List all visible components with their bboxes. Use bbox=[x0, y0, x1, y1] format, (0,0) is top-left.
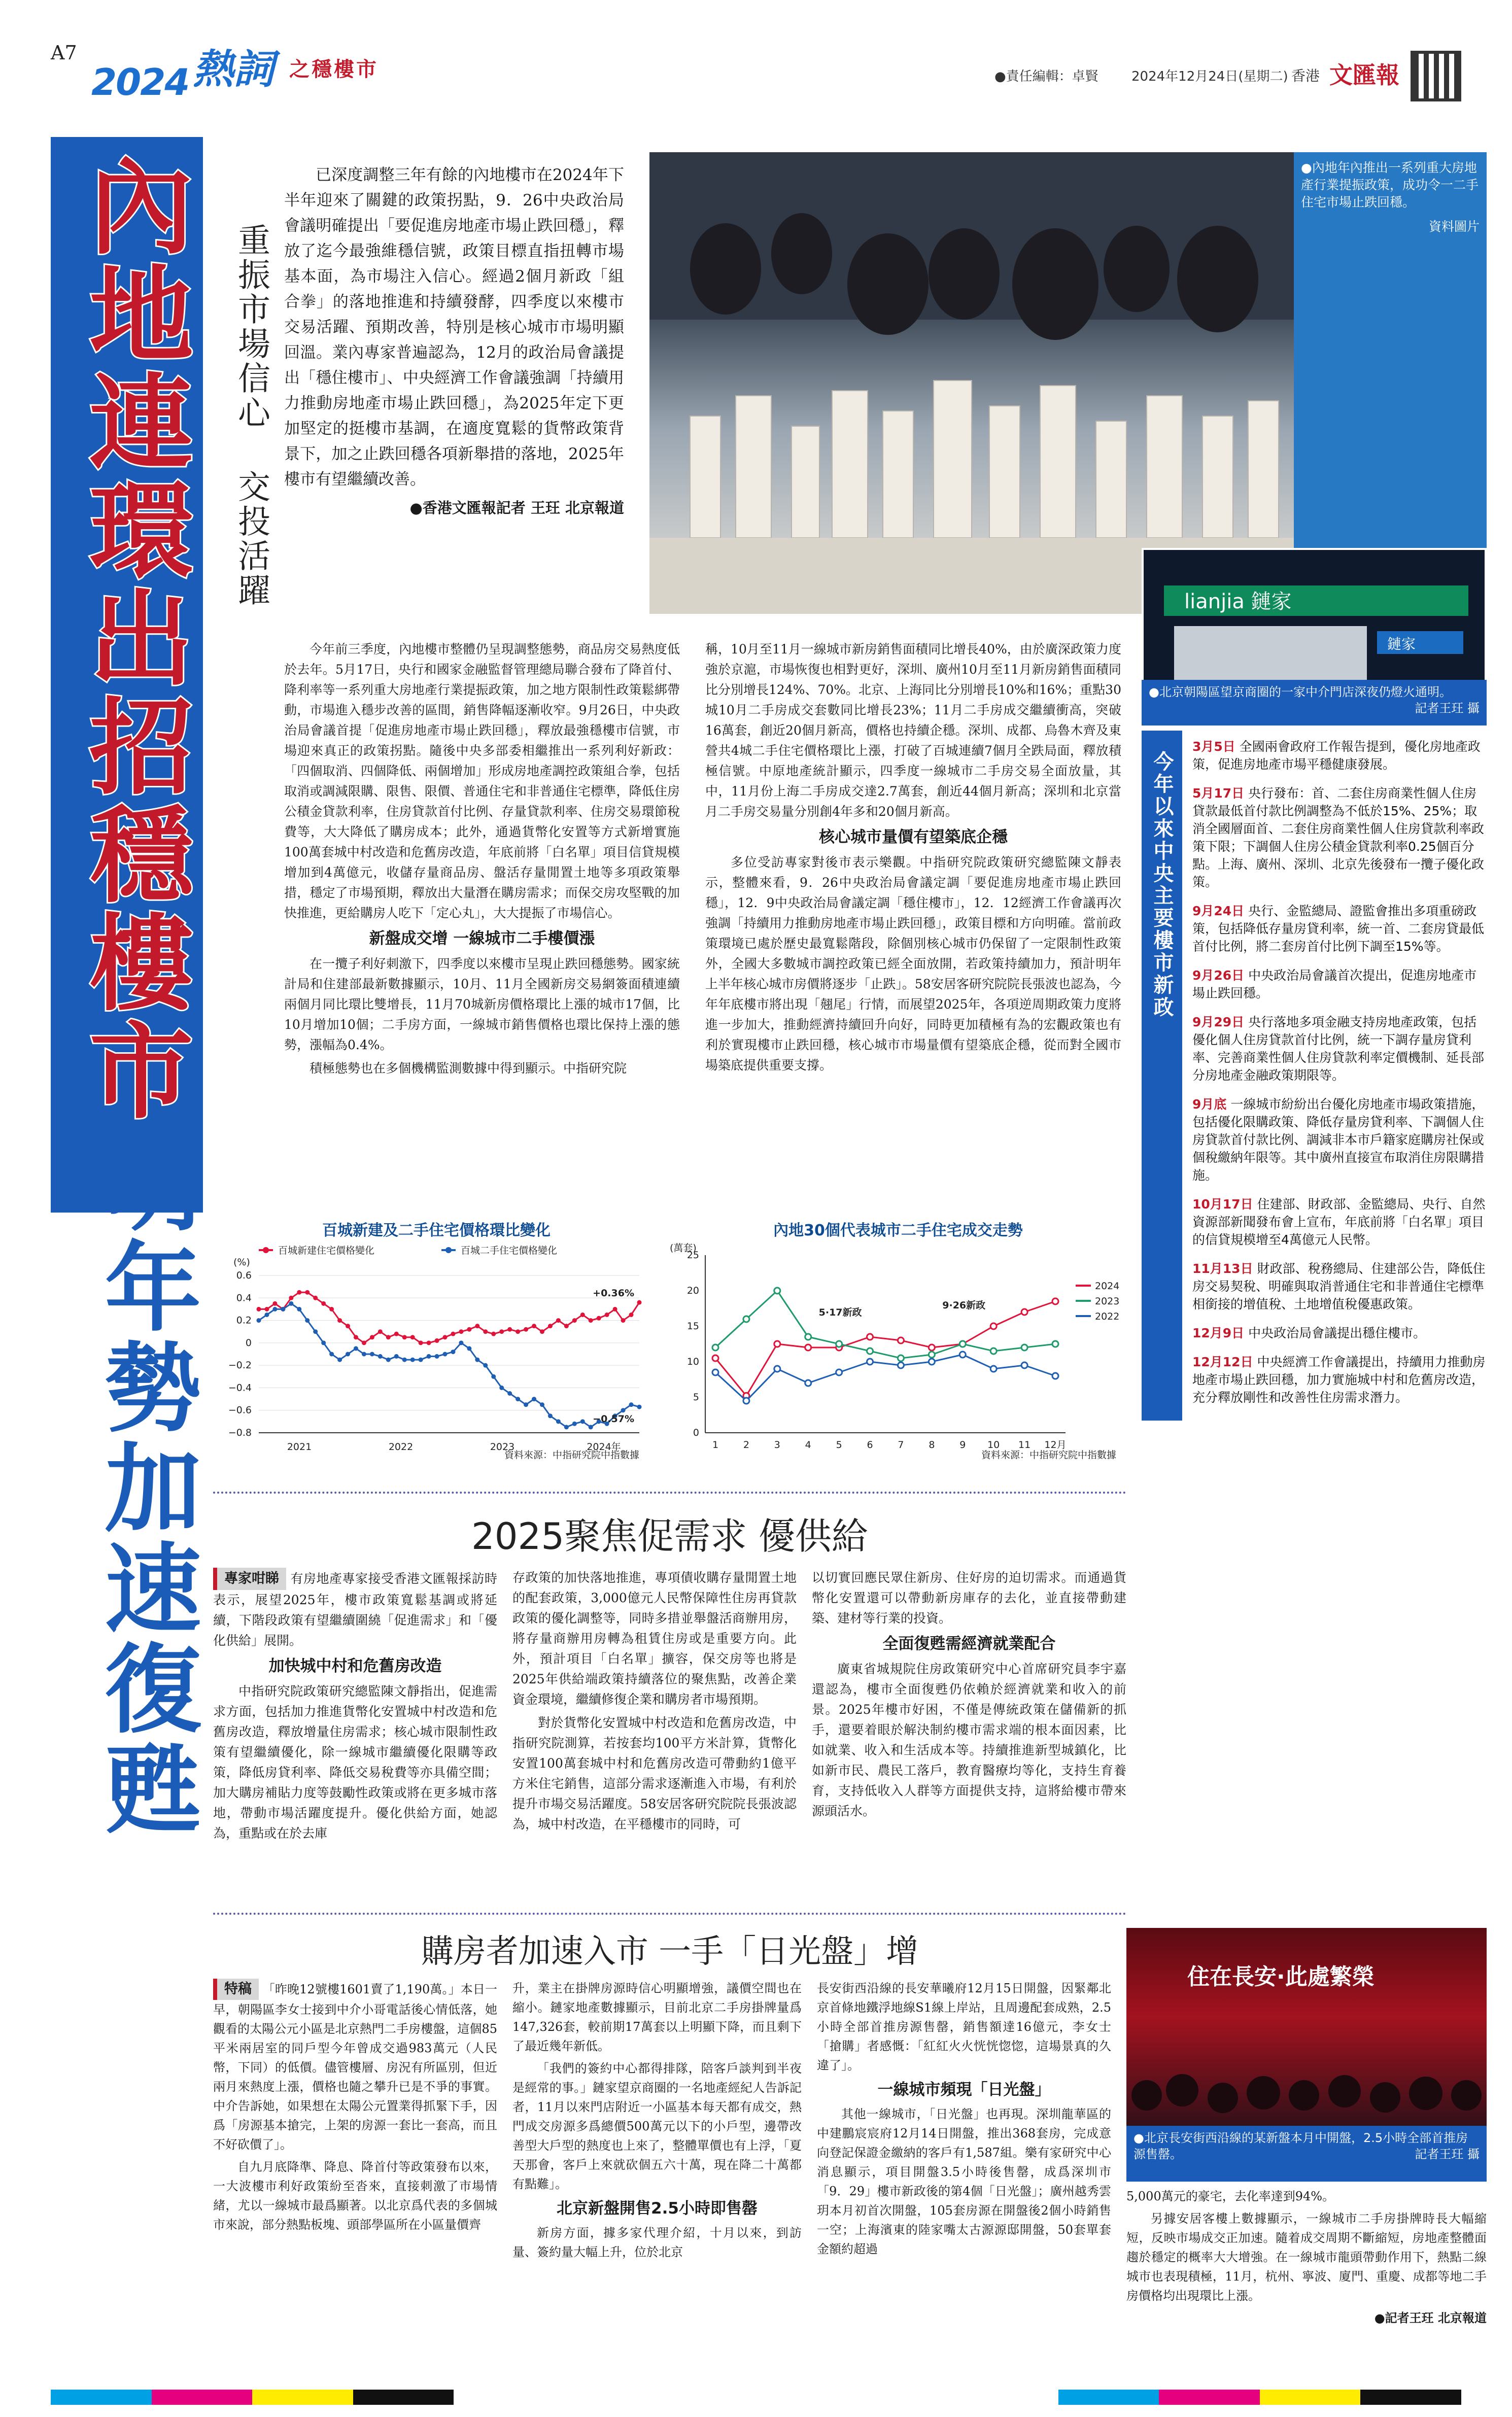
chart1-point bbox=[443, 1352, 448, 1357]
section3-photo-caption-text: ●北京長安街西沿線的某新盤本月中開盤，2.5小時全部首推房源售罄。 bbox=[1133, 2131, 1468, 2161]
timeline-item-text: 央行落地多項金融支持房地產政策，包括優化個人住房貸款首付比例，統一下調存量房貸利率、完善商業性個人住房貸款利率定價機制、延長部分房地產金融政策期限等。 bbox=[1192, 1015, 1485, 1083]
chart1-point bbox=[370, 1352, 374, 1357]
photo1-credit: 資料圖片 bbox=[1428, 219, 1480, 234]
chart1-ytick: −0.4 bbox=[228, 1382, 252, 1394]
timeline-item bbox=[1192, 1324, 1487, 1342]
chart1-point bbox=[597, 1316, 601, 1321]
photo-sales-office-art bbox=[649, 152, 1294, 614]
section3-p6: 長安街西沿線的長安華曦府12月15日開盤，因緊鄰北京首條地鐵浮地線S1線上岸站，且周邊配套成熟，2.5小時全部首推房源售罄，銷售額達16億元，李女士「搶購」者感慨：「紅紅火火恍恍惚惚，這場景真的久違了」。 bbox=[817, 1981, 1111, 2073]
photo2-credit: 記者王玨 攝 bbox=[1415, 701, 1480, 715]
chart1-point bbox=[629, 1313, 634, 1317]
chart1-ylabel: (%) bbox=[233, 1257, 250, 1268]
chart1-point bbox=[459, 1329, 463, 1334]
chart1-point bbox=[370, 1335, 374, 1339]
section3-title: 購房者加速入市 一手「日光盤」增 bbox=[421, 1933, 919, 1971]
section3-lead-block bbox=[213, 1979, 497, 2154]
chart1-point bbox=[257, 1307, 261, 1311]
chart1-point bbox=[289, 1301, 293, 1306]
timeline-item-text: 中央政治局會議首次提出，促進房地產市場止跌回穩。 bbox=[1192, 968, 1477, 1000]
chart2-point bbox=[867, 1348, 873, 1354]
timeline-item-text: 全國兩會政府工作報告提到，優化房地產政策，促進房地產市場平穩健康發展。 bbox=[1192, 739, 1481, 772]
chart1-point bbox=[272, 1301, 277, 1306]
chart2-point bbox=[712, 1344, 718, 1351]
chart2-source: 資料來源：中指研究院中指數據 bbox=[981, 1449, 1116, 1461]
lead-text: 已深度調整三年有餘的內地樓市在2024年下半年迎來了關鍵的政策拐點，9．26中央政治局會議明確提出「要促進房地產市場止跌回穩」，釋放了迄今最強維穩信號，政策目標直指扭轉市場基本面，為市場注入信心。經過2個月新政「組合拳」的落地推進和持續發酵，四季度以來樓市交易活躍、預期改善，特別是核心城市市場明顯回溫。業內專家普遍認為，12月的政治局會議提出「穩住樓市」、中央經濟工作會議強調「持續用力推動房地產市場止跌回穩」，為2025年定下更加堅定的挺樓市基調，在適度寬鬆的貨幣政策背景下，加之止跌回穩各項新舉措的落地，2025年樓市有望繼續改善。 bbox=[284, 166, 624, 489]
editor-credit: ●責任編輯：卓賢 bbox=[994, 69, 1098, 84]
chart2-xtick: 4 bbox=[805, 1439, 811, 1451]
chart1-point bbox=[394, 1332, 399, 1336]
section3-p1: 「昨晚12號樓1601賣了1,190萬。」本日一早，朝陽區李女士接到中介小哥電話後心情低落，她觀看的太陽公元小區是北京熱門二手房樓盤，這個85平米兩居室的同戶型今年曾成交過983萬元（人民幣，下同）的低價。儘管樓層、房況有所區別，但近兩月來熱度上漲，價格也隨之攀升已是不爭的事實。中介告訴她，如果想在太陽公元置業得抓緊下手，因爲「房源基本搶完，上架的房源一套比一套高，而且不好砍價了」。 bbox=[213, 1982, 497, 2152]
series-subtitle: 之穩樓市 bbox=[289, 58, 379, 81]
chart1-point bbox=[394, 1354, 399, 1359]
chart1-point bbox=[491, 1332, 496, 1336]
chart1-point bbox=[386, 1335, 391, 1339]
body-col1-heading: 新盤成交增 一線城市二手樓價漲 bbox=[369, 929, 595, 948]
chart1-point bbox=[281, 1307, 285, 1311]
chart2-xtick: 1 bbox=[712, 1439, 719, 1451]
chart1-ytick: 0.4 bbox=[236, 1292, 252, 1304]
issue-date: 2024年12月24日(星期二) bbox=[1131, 69, 1288, 84]
chart1-point bbox=[362, 1352, 366, 1357]
chart1-point bbox=[264, 1307, 269, 1311]
chart2-ytick: 20 bbox=[686, 1285, 699, 1296]
chart2-xtick: 6 bbox=[867, 1439, 873, 1451]
body-col1 bbox=[284, 639, 680, 1082]
chart1-point bbox=[613, 1307, 617, 1311]
chart1-point bbox=[499, 1329, 504, 1334]
chart1-point bbox=[524, 1327, 528, 1332]
chart2-point bbox=[774, 1366, 780, 1372]
timeline-item-date: 9月29日 bbox=[1192, 1015, 1245, 1029]
chart1-point bbox=[346, 1324, 350, 1328]
timeline-item-date: 9月底 bbox=[1192, 1097, 1227, 1112]
timeline-item-date: 11月13日 bbox=[1192, 1261, 1253, 1276]
chart1-ytick: 0 bbox=[245, 1337, 252, 1349]
section3-photo-banner: 住在長安·此處繁榮 bbox=[1187, 1964, 1374, 1990]
chart2-point bbox=[898, 1337, 904, 1343]
section2-title: 2025聚焦促需求 優供給 bbox=[471, 1515, 869, 1558]
publisher-logo: 文匯報 bbox=[1329, 61, 1399, 89]
chart1-ytick: −0.2 bbox=[228, 1360, 252, 1371]
chart2-xtick: 2 bbox=[743, 1439, 749, 1451]
section3-col1 bbox=[213, 1979, 497, 2237]
chart2-point bbox=[990, 1323, 996, 1329]
chart2-xtick: 3 bbox=[774, 1439, 780, 1451]
chart1-source: 資料來源：中指研究院中指數據 bbox=[504, 1449, 639, 1461]
section3-col3 bbox=[817, 1979, 1111, 2262]
timeline-item-date: 9月26日 bbox=[1192, 968, 1245, 983]
chart1-point bbox=[605, 1313, 609, 1317]
chart1-point bbox=[297, 1307, 301, 1311]
section3-photo-caption bbox=[1126, 2126, 1487, 2166]
section2-col3 bbox=[812, 1568, 1126, 1824]
chart1-point bbox=[475, 1358, 479, 1362]
chart1-point bbox=[532, 1324, 536, 1328]
chart1-point bbox=[272, 1307, 277, 1311]
chart1-point bbox=[540, 1402, 544, 1407]
headline-line2: 明年勢加速復甦 bbox=[89, 1136, 201, 1840]
chart2-annotation-926: 9·26新政 bbox=[942, 1300, 986, 1311]
section2-col1 bbox=[213, 1568, 497, 1847]
chart2-point bbox=[805, 1334, 811, 1340]
section2-col2 bbox=[512, 1568, 797, 1838]
body-col1-p1: 今年前三季度，內地樓市整體仍呈現調整態勢，商品房交易熱度低於去年。5月17日，央行和國家金融監督管理總局聯合發布了降首付、降利率等一系列重大房地產行業提振政策，加之地方限制性政策鬆綁帶動，市場進入穩步改善的區間，銷售降幅逐漸收窄。9月26日，中央政治局會議首提「促進房地產市場止跌回穩」，釋放最強穩樓市信號，市場迎來真正的政策拐點。隨後中央多部委相繼推出一系列利好新政：「四個取消、四個降低、兩個增加」形成房地產調控政策組合拳，包括取消或調減限購、限售、限價、普通住宅和非普通住宅標準，降低住房公積金貸款利率，住房貸款首付比例、存量貸款利率、住房交易環節稅費等，大大降低了購房成本；此外，通過貨幣化安置等方式新增實施100萬套城中村改造和危舊房改造，年底前將「白名單」項目信貸規模增加到4萬億元，收儲存量商品房、盤活存量閒置土地等多項政策舉措，穩定了市場預期，釋放出大量潛在購房需求；而保交房攻堅戰的加快推進，更給購房人吃下「定心丸」，大大提振了市場信心。 bbox=[284, 642, 680, 920]
chart1-point bbox=[572, 1422, 577, 1426]
chart1-ytick: −0.6 bbox=[228, 1404, 252, 1416]
qr-code-icon[interactable] bbox=[1411, 51, 1461, 101]
chart1-point bbox=[564, 1425, 569, 1429]
body-col1-p3: 積極態勢也在多個機構監測數據中得到顯示。中指研究院 bbox=[310, 1061, 627, 1076]
photo-sales-office bbox=[649, 152, 1294, 614]
body-col2-p1: 稱，10月至11月一線城市新房銷售面積同比增長40%，由於廣深政策力度強於京滬，市場恢復也相對更好，深圳、廣州10月至11月新房銷售面積同比分別增長124%、70%。北京、上海同比分別增長10%和16%；重點30城10月二手房成交套數同比增長23%；11月二手房成交繼續衝高，突破16萬套，創近20個月新高，價格也持續企穩。深圳、成都、烏魯木齊及東營共4城二手住宅價格環比上漲，打破了百城連續7個月全跌局面，釋放積極信號。中原地產統計顯示，四季度一線城市二手房交易全面放量，其中，11月份上海二手房成交達2.7萬套，創近44個月新高；深圳和北京當月二手房交易量分別創4年多和20個月新高。 bbox=[705, 642, 1121, 819]
publisher-region: 香港 bbox=[1291, 67, 1320, 84]
chart2-xtick: 11 bbox=[1018, 1439, 1031, 1451]
chart1-point bbox=[621, 1318, 626, 1323]
chart1-point bbox=[321, 1301, 326, 1306]
section3-col2 bbox=[512, 1979, 802, 2265]
chart1-point bbox=[435, 1354, 439, 1359]
body-col2-heading: 核心城市量價有望築底企穩 bbox=[819, 828, 1008, 846]
section3-p9: 另據安居客樓上數據顯示，一線城市二手房掛牌時長大幅縮短，反映市場成交正加速。隨着成交周期不斷縮短，房地產整體面趨於穩定的概率大大增強。在一線城市龍頭帶動作用下，熱點二線城市也表現積極，11月，杭州、寧波、廈門、重慶、成都等地二手房價格均出現環比上漲。 bbox=[1126, 2212, 1487, 2303]
timeline-item bbox=[1192, 784, 1487, 891]
section3-heading-2: 一線城市頻現「日光盤」 bbox=[877, 2081, 1051, 2099]
chart1-svg bbox=[213, 1240, 660, 1463]
chart2-xtick: 8 bbox=[929, 1439, 935, 1451]
photo1-caption-box bbox=[1294, 152, 1487, 614]
store-sign-2: 鏈家 bbox=[1387, 636, 1416, 652]
chart1-point bbox=[305, 1290, 310, 1295]
chart2-point bbox=[959, 1352, 966, 1358]
chart2-point bbox=[929, 1359, 935, 1365]
page-header bbox=[51, 30, 1471, 117]
section3-tag: 特稿 bbox=[213, 1979, 259, 2000]
chart1-point bbox=[362, 1340, 366, 1345]
body-col1-p2: 在一攬子利好刺激下，四季度以來樓市呈現止跌回穩態勢。國家統計局和住建部最新數據顯示，10月、11月全國新房交易網簽面積連續兩個月同比環比雙增長，11月70城新房價格環比上漲的城市17個，比10月增加10個；二手房方面，一線城市銷售價格也環比保持上漲的態勢，漲幅為0.4%。 bbox=[284, 956, 680, 1052]
chart2-xtick: 10 bbox=[987, 1439, 1000, 1451]
chart2-xtick: 7 bbox=[898, 1439, 904, 1451]
section3-p4: 「我們的簽約中心都得排隊，陪客戶談判到半夜是經常的事。」鏈家望京商圈的一名地產經紀人告訴記者，11月以來門店附近一小區基本每天都有成交，熱門成交房源多爲總價500萬元以下的小戶型，邊帶改善型大戶型的熱度也上來了，整體單價也有上浮，「夏天那會，客戶上來就砍個五六十萬，現在降二十萬都有點難」。 bbox=[512, 2061, 802, 2191]
section3-p7: 其他一線城市，「日光盤」也再現。深圳龍華區的中建鵬宸宸府12月14日開盤，推出368套房，完成意向登記保證金繳納的客戶有1,587組。樂有家研究中心消息顯示，項目開盤3.5小時後售罄，成爲深圳市「9．29」樓市新政後的第4個「日光盤」；廣州越秀雲玥本月初首次開盤，105套房源在開盤後2個小時銷售一空；上海濱東的陸家嘴太古源源邸開盤，50套單套金額約超過 bbox=[817, 2107, 1111, 2256]
chart2-point bbox=[743, 1316, 749, 1322]
section3-photo-caption-box bbox=[1126, 2126, 1487, 2182]
photo2-caption-box bbox=[1142, 680, 1487, 726]
chart2-point bbox=[990, 1348, 996, 1354]
chart1-point bbox=[427, 1354, 431, 1359]
timeline-items bbox=[1192, 738, 1487, 1406]
chart2-legend-label: 2022 bbox=[1095, 1311, 1120, 1322]
chart2-ytick: 10 bbox=[686, 1356, 699, 1367]
color-registration-bar bbox=[51, 2390, 1461, 2405]
chart2-annotation-517: 5·17新政 bbox=[818, 1307, 862, 1318]
timeline-item-text: 央行、金監總局、證監會推出多項重磅政策，包括降低存量房貸利率，統一首、二套房貸最低首付比例，將二套房首付比例下調至15%等。 bbox=[1192, 904, 1485, 954]
chart1-point bbox=[354, 1335, 358, 1339]
chart1-point bbox=[329, 1352, 334, 1357]
photo1-caption: ●內地年內推出一系列重大房地產行業提振政策，成功令一二手住宅市場止跌回穩。 bbox=[1301, 160, 1479, 210]
section2-p2: 存政策的加快落地推進，專項債收購存量閒置土地的配套政策，3,000億元人民幣保障性住房再貸款政策的優化調整等，同時多措並舉盤活商辦用房，將存量商辦用房轉為租賃住房或是重要方向。此外，預計項目「白名單」擴容，保交房等也將是2025年供給端政策持續落位的聚焦點，改善企業資金環境，繼續修復企業和購房者市場預期。 bbox=[512, 1570, 797, 1707]
chart1-point bbox=[507, 1391, 512, 1396]
chart1-point bbox=[419, 1340, 423, 1345]
chart1-point bbox=[459, 1340, 463, 1345]
timeline-title: 今年以來中央主要樓市新政 bbox=[1150, 751, 1174, 1019]
chart1-point bbox=[483, 1363, 488, 1368]
chart2-series-line bbox=[715, 1301, 1055, 1396]
section3-byline: ●記者王玨 北京報道 bbox=[1374, 2311, 1487, 2325]
chart2-point bbox=[1052, 1298, 1058, 1304]
chart2-point bbox=[712, 1369, 718, 1375]
timeline-item-text: 中央經濟工作會議提出，持續用力推動房地產市場止跌回穩，加力實施城中村和危舊房改造，充分釋放剛性和改善性住房需求潛力。 bbox=[1192, 1355, 1486, 1405]
timeline-item bbox=[1192, 1353, 1487, 1406]
section3-p2: 自九月底降準、降息、降首付等政策發布以來，一大波樓市利好政策紛至沓來，直接刺激了市場情緒，尤以一線城市最爲顯著。以北京爲代表的多個城市來說，部分熱點板塊、頭部學區所在小區量價齊 bbox=[213, 2160, 497, 2232]
lead-byline: ●香港文匯報記者 王玨 北京報道 bbox=[409, 499, 624, 516]
chart1-title: 百城新建及二手住宅價格環比變化 bbox=[322, 1222, 551, 1239]
chart2-point bbox=[898, 1355, 904, 1361]
section-separator-1 bbox=[213, 1492, 1126, 1494]
timeline-item-text: 住建部、財政部、金監總局、央行、自然資源部新聞發布會上宣布，年底前將「白名單」項目的信貸規模增至4萬億元人民幣。 bbox=[1192, 1197, 1486, 1247]
chart1-ytick: 0.2 bbox=[236, 1315, 252, 1326]
chart1-point bbox=[556, 1419, 561, 1424]
chart1-point bbox=[532, 1397, 536, 1401]
page-number: A7 bbox=[51, 42, 77, 64]
lead-paragraph bbox=[284, 162, 624, 521]
section2-heading-1: 加快城中村和危舊房改造 bbox=[268, 1657, 442, 1675]
chart1-point bbox=[443, 1335, 448, 1339]
chart1-legend-marker bbox=[445, 1247, 452, 1253]
chart1-point bbox=[313, 1329, 318, 1334]
chart1-point bbox=[321, 1340, 326, 1345]
chart1-point bbox=[289, 1296, 293, 1300]
section2-heading-2: 全面復甦需經濟就業配合 bbox=[882, 1635, 1056, 1653]
chart2-point bbox=[959, 1341, 966, 1347]
timeline-item bbox=[1192, 1260, 1487, 1313]
chart2-title: 內地30個代表城市二手住宅成交走勢 bbox=[773, 1222, 1023, 1239]
timeline-item bbox=[1192, 738, 1487, 773]
timeline-item-text: 一線城市紛紛出台優化房地產市場政策措施，包括優化限購政策、降低存量房貸利率、下調個人住房貸款首付款比例、調減非本市戶籍家庭購房社保或個稅繳納年限等。其中廣州直接宣布取消住房限購措施。 bbox=[1192, 1097, 1485, 1183]
chart2-legend-label: 2024 bbox=[1095, 1281, 1120, 1292]
chart1-point bbox=[637, 1300, 642, 1305]
section2-intro: 有房地產專家接受香港文匯報採訪時表示，展望2025年，樓市政策寬鬆基調或將延續，下階段政策有望繼續圍繞「促進需求」和「優化供給」展開。 bbox=[213, 1571, 497, 1648]
chart1-point bbox=[451, 1350, 455, 1354]
timeline-item-text: 財政部、稅務總局、住建部公告，降低住房交易契稅、明確與取消普通住宅和非普通住宅標準相銜接的增值稅、土地增值稅優惠政策。 bbox=[1192, 1261, 1486, 1311]
chart1-point bbox=[297, 1290, 301, 1295]
section3-p3: 升，業主在掛牌房源時信心明顯增強，議價空間也在縮小。鏈家地產數據顯示，目前北京二手房掛牌量爲147,326套，較前期17萬套以上明顯下降，而且剩下了最近幾年新低。 bbox=[512, 1981, 802, 2053]
timeline-item bbox=[1192, 1195, 1487, 1249]
chart2-point bbox=[805, 1380, 811, 1386]
chart1-point bbox=[589, 1425, 593, 1429]
chart2-legend-label: 2023 bbox=[1095, 1296, 1120, 1307]
chart1-point bbox=[516, 1329, 520, 1334]
section2-tag: 專家咁睇 bbox=[213, 1568, 286, 1590]
section3-p5: 新房方面，據多家代理介紹，十月以來，到訪量、簽約量大幅上升，位於北京 bbox=[512, 2226, 802, 2259]
chart1-xtick: 2021 bbox=[287, 1441, 312, 1453]
timeline-item-text: 中央政治局會議提出穩住樓市。 bbox=[1248, 1326, 1426, 1340]
chart2-point bbox=[1021, 1344, 1027, 1351]
chart1-point bbox=[580, 1419, 585, 1424]
chart1-point bbox=[346, 1352, 350, 1357]
chart2-point bbox=[867, 1334, 873, 1340]
section-separator-2 bbox=[213, 1913, 1126, 1915]
chart1-point bbox=[540, 1329, 544, 1334]
chart2-point bbox=[805, 1344, 811, 1351]
chart2-point bbox=[1021, 1309, 1027, 1315]
chart1-point bbox=[548, 1413, 553, 1418]
chart1-point bbox=[556, 1318, 561, 1323]
chart1-point bbox=[621, 1408, 626, 1412]
chart1-point bbox=[257, 1318, 261, 1323]
chart2-point bbox=[836, 1369, 842, 1375]
timeline-item bbox=[1192, 1095, 1487, 1184]
chart2-point bbox=[929, 1352, 935, 1358]
section3-photo-crowd bbox=[1126, 1928, 1487, 2126]
chart1-point bbox=[378, 1329, 383, 1334]
chart1-point bbox=[507, 1327, 512, 1332]
chart2-point bbox=[898, 1362, 904, 1368]
chart1-point bbox=[589, 1318, 593, 1323]
timeline-item-date: 5月17日 bbox=[1192, 786, 1245, 801]
chart2-point bbox=[774, 1341, 780, 1347]
chart1-point bbox=[451, 1332, 455, 1336]
chart1-point bbox=[378, 1354, 383, 1359]
chart2-xtick: 12月 bbox=[1044, 1439, 1067, 1451]
chart-1 bbox=[213, 1218, 660, 1471]
section2-p3: 對於貨幣化安置城中村改造和危舊房改造，中指研究院測算，若按套均100平方米計算，貨幣化安置100萬套城中村和危舊房改造可帶動約1億平方米住宅銷售，這部分需求逐漸進入市場，有利於提升市場交易活躍度。58安居客研究院院長張波認為，城中村改造，在平穩樓市的同時，可 bbox=[512, 1715, 797, 1832]
chart2-point bbox=[1021, 1362, 1027, 1368]
chart1-point bbox=[467, 1346, 471, 1351]
section2-intro-block bbox=[213, 1568, 497, 1651]
body-col2 bbox=[705, 639, 1121, 1079]
chart2-point bbox=[743, 1398, 749, 1404]
timeline-item-date: 9月24日 bbox=[1192, 904, 1245, 918]
chart1-legend-marker bbox=[263, 1247, 269, 1253]
chart1-point bbox=[572, 1318, 577, 1323]
timeline-item-date: 12月9日 bbox=[1192, 1326, 1245, 1340]
section3-photo bbox=[1126, 1928, 1487, 2126]
timeline-item-date: 10月17日 bbox=[1192, 1197, 1253, 1212]
year-logo: 2024 bbox=[91, 61, 189, 103]
chart1-point bbox=[524, 1402, 528, 1407]
section3-photo-credit: 記者王玨 攝 bbox=[1415, 2147, 1480, 2161]
chart1-point bbox=[435, 1338, 439, 1343]
photo2-caption bbox=[1142, 680, 1487, 715]
chart2-point bbox=[990, 1366, 996, 1372]
timeline-item bbox=[1192, 902, 1487, 955]
chart1-point bbox=[637, 1405, 642, 1409]
timeline-item bbox=[1192, 1013, 1487, 1084]
chart1-label-second: −0.57% bbox=[593, 1413, 634, 1425]
chart1-point bbox=[629, 1402, 634, 1407]
chart1-point bbox=[491, 1374, 496, 1379]
chart1-point bbox=[548, 1324, 553, 1328]
chart2-point bbox=[929, 1344, 935, 1351]
chart2-xtick: 9 bbox=[959, 1439, 966, 1451]
chart1-point bbox=[410, 1358, 415, 1362]
chart1-point bbox=[516, 1397, 520, 1401]
chart1-point bbox=[313, 1296, 318, 1300]
chart2-point bbox=[712, 1355, 718, 1361]
timeline-item-date: 3月5日 bbox=[1192, 739, 1235, 754]
timeline-title-bar bbox=[1142, 731, 1182, 1421]
chart1-label-new: +0.36% bbox=[593, 1288, 634, 1299]
timeline-item-date: 12月12日 bbox=[1192, 1355, 1253, 1369]
chart2-point bbox=[867, 1359, 873, 1365]
chart1-point bbox=[386, 1358, 391, 1362]
chart2-ytick: 0 bbox=[693, 1427, 699, 1438]
section2-p5: 廣東省城規院住房政策研究中心首席研究員李宇嘉還認為，樓市全面復甦仍依賴於經濟就業和收入的前景。2025年樓市好困，不僅是傳統政策在儲備新的抓手，還要着眼於解決制約樓市需求端的根本面因素，比如就業、收入和生活成本等。持續推進新型城鎮化，比如新市民、農民工落戶，教育醫療均等化，支持生育養育，支持低收入人群等方面提供支持，這將給樓市帶來源頭活水。 bbox=[812, 1662, 1126, 1818]
chart2-svg bbox=[670, 1240, 1126, 1463]
subhead-1: 重振市場信心 交投活躍 bbox=[232, 223, 270, 608]
section3-p8: 5,000萬元的豪宅，去化率達到94%。 bbox=[1126, 2189, 1335, 2203]
chart1-ytick: 0.6 bbox=[236, 1270, 252, 1281]
chart-2 bbox=[670, 1218, 1126, 1471]
chart1-xtick: 2023 bbox=[490, 1441, 515, 1453]
series-title: 熱詞 bbox=[193, 46, 274, 93]
section2-p1: 中指研究院政策研究總監陳文靜指出，促進需求方面，包括加力推進貨幣化安置城中村改造和危舊房改造，釋放增量住房需求；核心城市限制性政策有望繼續優化，除一線城市繼續優化限購等政策，降低房貸利率、降低交易稅費等亦具備空間；加大購房補貼力度等鼓勵性政策或將在更多城市落地，帶動市場活躍度提升。優化供給方面，她認為，重點或在於去庫 bbox=[213, 1684, 497, 1841]
chart1-ytick: −0.8 bbox=[228, 1427, 252, 1438]
chart1-legend-label: 百城新建住宅價格變化 bbox=[278, 1245, 375, 1256]
chart1-point bbox=[354, 1346, 358, 1351]
chart1-point bbox=[475, 1324, 479, 1328]
body-col2-p2: 多位受訪專家對後市表示樂觀。中指研究院政策研究總監陳文靜表示，整體來看，9．26中央政治局會議定調「要促進房地產市場止跌回穩」，12．9中央政治局會議定調「穩住樓市」，12．12經濟工作會議再次強調「持續用力推動房地產市場止跌回穩」，政策目標和方向明確。當前政策環境已處於歷史最寬鬆階段，除個別核心城市仍保留了一定限制性政策外，全國大多數城市調控政策已經全面放開，若政策持續加力，預計明年上半年核心城市房價將逐步「止跌」。58安居客研究院院長張波也認為，今年年底樓市將出現「翹尾」行情，而展望2025年，各項逆周期政策力度將進一步加大，推動經濟持續回升向好，同時更加積極有為的宏觀政策也有利於實現樓市止跌回穩，核心城市市場量價有望築底企穩，從而對全國市場築底提供重要支撐。 bbox=[705, 855, 1121, 1073]
chart2-point bbox=[1052, 1341, 1058, 1347]
chart1-xtick: 2022 bbox=[388, 1441, 414, 1453]
chart2-point bbox=[1052, 1373, 1058, 1379]
chart1-point bbox=[483, 1329, 488, 1334]
chart1-point bbox=[580, 1313, 585, 1317]
section3-col4 bbox=[1126, 2187, 1487, 2328]
chart1-point bbox=[564, 1324, 569, 1328]
timeline-item-text: 央行發布：首、二套住房商業性個人住房貸款最低首付款比例調整為不低於15%、25%；取消全國層面首、二套住房商業性個人住房貸款利率政策下限；下調個人住房公積金貸款利率0.25個百分點。上海、廣州、深圳、北京先後發布一攬子優化政策。 bbox=[1192, 786, 1485, 889]
chart2-ylabel: (萬套) bbox=[670, 1242, 697, 1254]
headline-line1: 內地連環出招穩樓市 bbox=[72, 152, 192, 1125]
store-sign-1: lianjia 鏈家 bbox=[1184, 590, 1292, 613]
section2-p4: 以切實回應民眾住新房、住好房的迫切需求。而通過貨幣化安置還可以帶動新房庫存的去化，並直接帶動建築、建材等行業的投資。 bbox=[812, 1570, 1126, 1626]
chart1-point bbox=[499, 1386, 504, 1390]
chart1-legend-label: 百城二手住宅價格變化 bbox=[461, 1245, 558, 1256]
chart2-point bbox=[774, 1288, 780, 1294]
section3-heading-1: 北京新盤開售2.5小時即售罄 bbox=[557, 2199, 758, 2218]
chart1-point bbox=[410, 1335, 415, 1339]
photo2-caption-text: ●北京朝陽區望京商圈的一家中介門店深夜仍燈火通明。 bbox=[1149, 685, 1452, 699]
chart2-ytick: 5 bbox=[693, 1392, 699, 1403]
chart2-point bbox=[836, 1341, 842, 1347]
chart1-point bbox=[402, 1335, 407, 1339]
chart1-point bbox=[467, 1327, 471, 1332]
chart1-point bbox=[329, 1307, 334, 1311]
chart1-point bbox=[264, 1313, 269, 1317]
chart1-point bbox=[427, 1340, 431, 1345]
chart1-point bbox=[337, 1358, 342, 1362]
timeline-list bbox=[1192, 731, 1487, 1877]
chart1-point bbox=[402, 1358, 407, 1362]
chart2-ytick: 15 bbox=[686, 1321, 699, 1332]
chart1-point bbox=[337, 1318, 342, 1323]
chart2-xtick: 5 bbox=[836, 1439, 842, 1451]
chart2-series-line bbox=[715, 1291, 1055, 1358]
chart2-ytick: 25 bbox=[686, 1250, 699, 1261]
chart1-point bbox=[419, 1358, 423, 1362]
chart1-xtick: 2024年 bbox=[587, 1441, 621, 1453]
timeline-item bbox=[1192, 966, 1487, 1002]
chart1-point bbox=[305, 1318, 310, 1323]
